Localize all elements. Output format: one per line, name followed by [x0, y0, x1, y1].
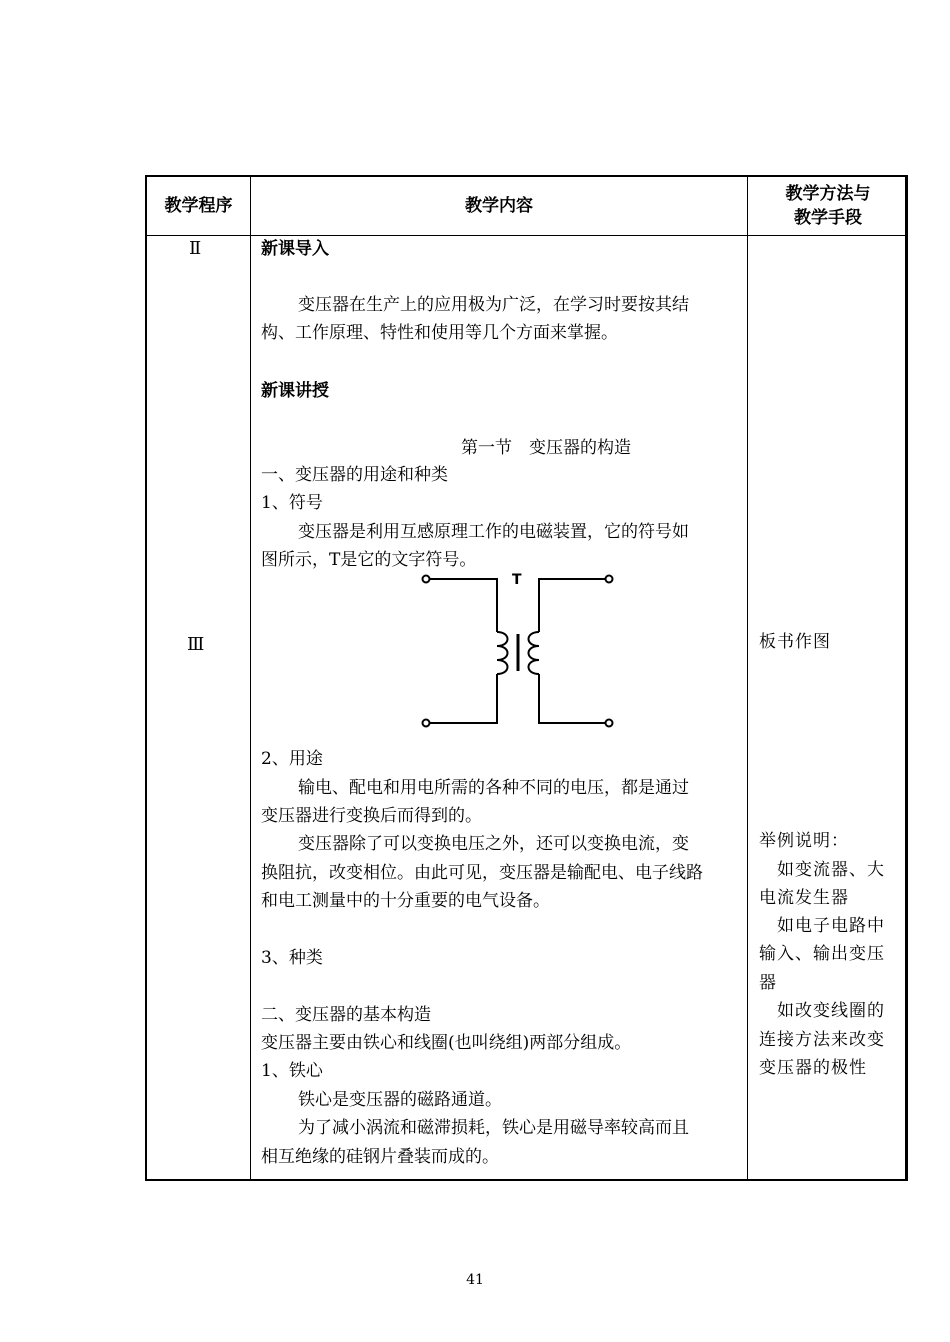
secondary-coil [529, 632, 540, 674]
text-line: 变压器是利用互感原理工作的电磁装置，它的符号如 [298, 522, 689, 542]
header-content: 教学内容 [465, 196, 533, 216]
subheading: 2、用途 [261, 749, 323, 769]
procedure-step-3: Ⅲ [187, 634, 205, 655]
method-note: 电流发生器 [759, 888, 849, 908]
method-note: 器 [759, 973, 777, 993]
terminal-top-left [423, 576, 430, 583]
subheading: 1、铁心 [261, 1061, 323, 1081]
primary-lead-top [430, 579, 498, 632]
text-line: 为了减小涡流和磁滞损耗，铁心是用磁导率较高而且 [298, 1118, 689, 1138]
text-line: 变压器进行变换后而得到的。 [261, 806, 482, 826]
method-note: 如电子电路中 [777, 916, 885, 936]
method-note: 如变流器、大 [777, 860, 885, 880]
text-line: 相互绝缘的硅钢片叠装而成的。 [261, 1147, 499, 1167]
text-line: 构、工作原理、特性和使用等几个方面来掌握。 [261, 323, 618, 343]
method-note: 如改变线圈的 [777, 1001, 885, 1021]
subheading: 1、符号 [261, 493, 323, 513]
secondary-lead-bottom [539, 674, 606, 723]
text-line: 换阻抗，改变相位。由此可见，变压器是输配电、电子线路 [261, 863, 703, 883]
heading-intro: 新课导入 [261, 239, 329, 259]
subheading: 3、种类 [261, 948, 323, 968]
column-divider [250, 177, 251, 1179]
text-line: 变压器主要由铁心和线圈(也叫绕组)两部分组成。 [261, 1033, 632, 1053]
heading-lecture: 新课讲授 [261, 381, 329, 401]
method-note: 连接方法来改变 [759, 1030, 885, 1050]
header-procedure: 教学程序 [164, 196, 233, 216]
primary-coil [497, 632, 508, 674]
method-note: 举例说明： [759, 831, 849, 851]
subheading: 一、变压器的用途和种类 [261, 465, 448, 485]
primary-lead-bottom [430, 674, 498, 723]
method-note: 板书作图 [759, 632, 831, 652]
method-note: 变压器的极性 [759, 1058, 867, 1078]
column-divider [747, 177, 748, 1179]
method-note: 输入、输出变压 [759, 944, 885, 964]
text-line: 铁心是变压器的磁路通道。 [298, 1090, 502, 1110]
text-line: 变压器在生产上的应用极为广泛，在学习时要按其结 [298, 295, 689, 315]
terminal-top-right [606, 576, 613, 583]
header-methods-line1: 教学方法与 [785, 184, 871, 204]
symbol-letter-label: T [512, 572, 522, 588]
terminal-bottom-right [606, 720, 613, 727]
section-title: 第一节 变压器的构造 [461, 438, 631, 458]
text-line: 变压器除了可以变换电压之外，还可以变换电流，变 [298, 834, 689, 854]
secondary-lead-top [539, 579, 606, 632]
terminal-bottom-left [423, 720, 430, 727]
subheading: 二、变压器的基本构造 [261, 1005, 431, 1025]
header-methods [748, 177, 908, 235]
text-line: 输电、配电和用电所需的各种不同的电压，都是通过 [298, 778, 689, 798]
text-line: 和电工测量中的十分重要的电气设备。 [261, 891, 550, 911]
transformer-symbol-diagram [415, 570, 620, 735]
procedure-step-2: Ⅱ [189, 238, 202, 259]
text-line: 图所示，T是它的文字符号。 [261, 550, 477, 570]
header-methods-line2: 教学手段 [794, 208, 862, 228]
page-number: 41 [466, 1272, 484, 1288]
